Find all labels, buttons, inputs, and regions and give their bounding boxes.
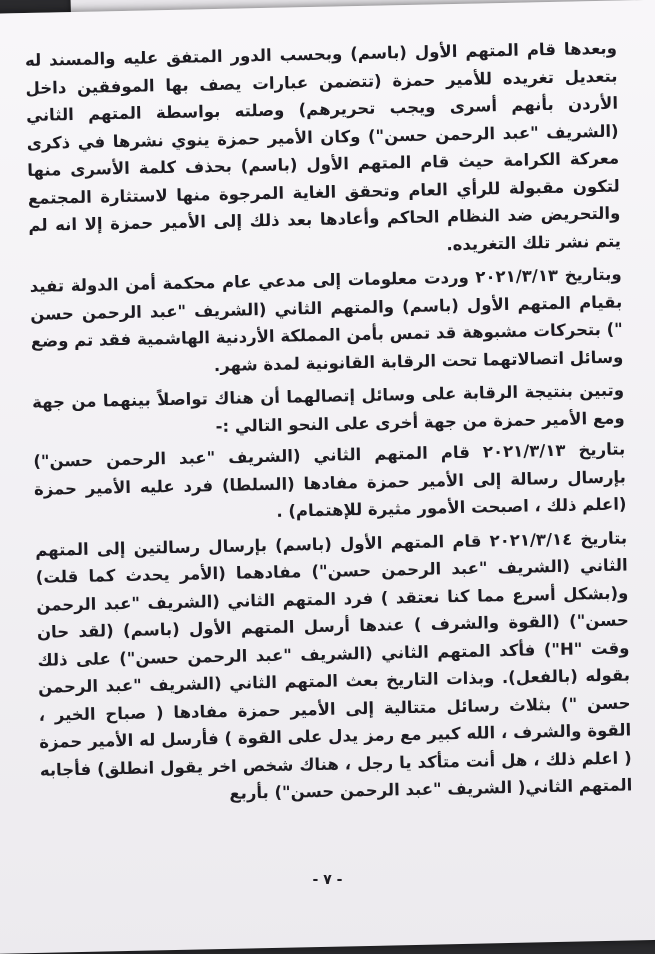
paragraph-1: وبعدها قام المتهم الأول (باسم) وبحسب الدور المتفق عليه والمسند له بتعديل تغريده للأمير حمزة (تتضمن عبارات يصف بها الموفقين داخل الأردن بأنهم أسرى ويجب تحريرهم) وصلته بواسطة المتهم الثاني (الشريف "عبد الرحمن حسن") وكان الأمير حمزة ينوي نشرها في ذكرى معركة الكرامة حيث قام المتهم الأول (باسم) بحذف كلمة الأسرى منها لتكون مقبولة للرأي العام وتحقق الغاية المرجوة منها لاستثارة المجتمع والتحريض ضد النظام الحاكم وأعادها بعد ذلك إلى الأمير حمزة إلا انه لم يتم نشر تلك التغريده. [24, 38, 622, 254]
document-body [25, 35, 633, 816]
paragraph-5: بتاريخ ٢٠٢١/٣/١٤ قام المتهم الأول (باسم) بإرسال رسالتين إلى المتهم الثاني (الشريف "عبد الرحمن حسن") مفادهما (الأمر يحدث كما قلت) و(بشكل أسرع مما كنا نعتقد ) فرد المتهم الثاني (الشريف "عبد الرحمن حسن") (القوة والشرف ) عندها أرسل المتهم الأول (باسم) (لقد حان وقت "H") فأكد المتهم الثاني (الشريف "عبد الرحمن حسن") على ذلك بقوله (بالفعل). وبذات التاريخ بعث المتهم الثاني (الشريف "عبد الرحمن حسن ") بثلاث رسائل متتالية إلى الأمير حمزة مفادها ( صباح الخير ، القوة والشرف ، الله كبير مع رمز يدل على القوة ) فأرسل له الأمير حمزة ( اعلم ذلك ، هل أنت متأكد يا رجل ، هناك شخص اخر يقول انطلق) فأجابه المتهم الثاني( الشريف "عبد الرحمن حسن") بأربع [35, 527, 633, 803]
paragraph-4: بتاريخ ٢٠٢١/٣/١٣ قام المتهم الثاني (الشريف "عبد الرحمن حسن") بإرسال رسالة إلى الأمير حمزة مفادها (السلطا) فرد عليه الأمير حمزة (اعلم ذلك ، اصبحت الأمور مثيرة للإهتمام) . [33, 439, 627, 521]
page-number: - ٧ - [312, 872, 343, 888]
paragraph-2: وبتاريخ ٢٠٢١/٣/١٣ وردت معلومات إلى مدعي عام محكمة أمن الدولة تفيد بقيام المتهم الأول (باسم) والمتهم الثاني (الشريف "عبد الرحمن حسن ") بتحركات مشبوهة قد تمس بأمن المملكة الأردنية الهاشمية فقد تم وضع وسائل اتصالاتهما تحت الرقابة القانونية لمدة شهر. [29, 264, 624, 375]
paragraph-3: وتبين بنتيجة الرقابة على وسائل إتصالهما أن هناك تواصلاً بينهما من جهة ومع الأمير حمزة من جهة أخرى على النحو التالي :- [31, 380, 625, 436]
